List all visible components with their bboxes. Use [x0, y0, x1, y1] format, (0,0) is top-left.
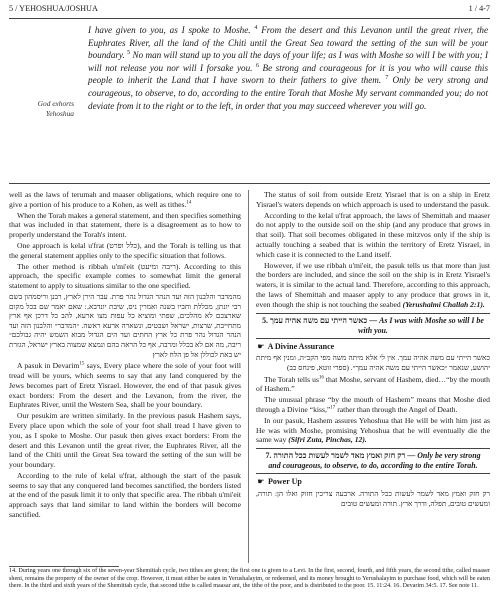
verse-number: 7: [385, 75, 389, 82]
section-title: [256, 342, 490, 352]
paragraph: [9, 361, 241, 410]
section-title: [256, 477, 490, 487]
verse-block-divider: [9, 183, 490, 184]
commentary-left-column: [9, 190, 241, 521]
side-label: God exhorts Yehoshua: [37, 99, 74, 118]
header-chapter-verse: 1 / 4-7: [468, 4, 490, 13]
hebrew-source-text: כאשר הייתי עם משה אהיה עמך. אין לי אלא מיתה משה מפי הקב״ה, ומנין אף מיתת יהושע, שנאמר ״כאשר הייתי עם משה אהיה עמך״. (ספרי זוטא, פינחס כב): [256, 353, 490, 372]
verse-translation: [88, 24, 488, 112]
pointing-hand-icon: ☛: [257, 477, 265, 487]
paragraph-text: The Torah tells us: [264, 374, 319, 384]
paragraph: [256, 395, 490, 415]
paragraph-text: In our pasuk, Hashem assures Yehoshua that He will be with him just as He was with Moshe, promising Yehoshua that he will eventually die the same way: [256, 415, 490, 445]
header-book-title: 5 / YEHOSHUA/JOSHUA: [9, 4, 98, 13]
verse-number: 4: [254, 24, 258, 31]
footnote-ref[interactable]: 14: [186, 200, 192, 206]
paragraph: [256, 261, 490, 310]
verse-7: Only be very strong and courageous, to observe, to do, according to the entire Torah that Moshe My servant commanded you; do not deviate from it to the right or to the left, in order that you may succeed wherever you will go.: [88, 75, 489, 111]
paragraph: [9, 190, 241, 210]
paragraph-text: A pasuk in Devarim: [17, 361, 80, 371]
verse-number: 6: [256, 62, 259, 69]
footnote-ref[interactable]: 15: [79, 361, 85, 367]
verse-heading-english: — As I was with Moshe so will I be with you.: [358, 315, 484, 335]
running-header: [9, 4, 490, 18]
footnote-divider: [9, 566, 119, 567]
verse-4: From the desert and this Levanon until the great river, the Euphrates River, all the land of the Chiti until the Great Sea toward the setting of the sun will be your boundary.: [88, 25, 489, 61]
verse-6: Be strong and courageous for it is you who will cause this people to inherit the Land that I have sworn to their fathers to give them.: [88, 62, 489, 86]
paragraph: The status of soil from outside Eretz Yisrael that is on a ship in Eretz Yisrael's waters depends on which approach is used to understand the pasuk.: [256, 190, 490, 209]
verse-heading-5: [256, 313, 490, 339]
paragraph-text: The unusual phrase “by the mouth of Hashem” means that Moshe died through a Divine “kiss,”: [256, 395, 490, 414]
paragraph: The other method is ribbah u'mi'eit (ריבה ומיעט). According to this approach, the specific example comes to somewhat limit the general statement to apply to situations similar to the one specified.: [9, 261, 241, 291]
paragraph: According to the kelal u'frat approach, the laws of Shemittah and maaser do not apply to the outside soil on the ship (and any produce that grows in that soil). That soil becomes obligated in these mitzvos only if the ship is actually touching a seabed that is within the territory of Eretz Yisrael, in which case it is connected to the Land itself.: [256, 210, 490, 259]
verse-heading-number: 7.: [265, 451, 272, 461]
footnotes: 14. During years one through six of the seven-year Shemittah cycle, two tithes are given; the first one is given to a Levi. In the first, second, fourth, and fifth years, the second tithe, called maaser sheni, remains the property of the owner of the crop. However, it must either be eaten in Yerushalayim, or redeemed, and its money brought to Yerushalayim to purchase food, which will be eaten there. In the third and sixth years of the Shemittah cycle, that second tithe is called maasar ani, the tithe of the poor, and is distributed to the poor. 15. 11:24. 16. Devarim 34:5. 17. See note 11.: [9, 568, 490, 590]
paragraph-text: says, Every place where the sole of your foot will tread will be yours, which seems to say that any land conquered by the Jews becomes part of Eretz Yisrael. However, the end of that pasuk gives exact borders: From the desert and the Levanon, from the river, the Euphrates River, until the Western Sea, shall be your boundary.: [9, 361, 241, 410]
commentary-right-column: [256, 190, 490, 510]
verse-3-tail: I have given to you, as I spoke to Moshe.: [88, 25, 251, 35]
header-divider: [9, 18, 490, 19]
footnote-ref[interactable]: 16: [318, 375, 324, 380]
verse-heading-hebrew: כאשר הייתי עם משה אהיה עמך: [270, 315, 368, 325]
paragraph: According to the rule of kelal u'frat, although the start of the pasuk seems to say that any conquered land becomes sanctified, the borders listed at the end of the pasuk limit it to only that specific area. The ribbah u'mi'eit approach says that land similar to land within the borders will become sanctified.: [9, 470, 241, 520]
column-divider: [248, 190, 249, 563]
verse-heading-7: [256, 448, 490, 474]
paragraph: [256, 375, 490, 395]
paragraph: When the Torah makes a general statement, and then specifies something that was included in that statement, there is a disagreement as to how to properly understand the Torah's intent.: [9, 210, 241, 240]
section-title-text: A Divine Assurance: [267, 341, 335, 351]
verse-heading-english: — Only be very strong and courageous, to observe, to do, according to the entire Torah.: [268, 451, 481, 471]
paragraph-text: rather than through the Angel of Death.: [337, 404, 458, 414]
paragraph-text: However, if we use ribbah u'mi'eit, the pasuk tells us that more than just the borders are included, and since the soil on the ship is in Eretz Yisrael's waters, it is similar to the actual land. Therefore, according to this approach, the laws of Shemittah and maaser apply to any produce that grows in it, even though the ship is not touching the seabed: [256, 260, 490, 309]
hebrew-source-text: מהמדבר והלבנון הזה ועד הנהר הגדול נהר פרת. עבר הירן לארץ, רבנן וריסמהון בשם רבי יונתן, מכללת וחביו בשנה ואמרין ניס, שיבת יונדבא, ׃ שאם יאמר שם בכל מקום שארצכם לא מהלכים, שפתי ומוציא כל עפות מצו ארעא, להב כל דרכן אף ארץ מתחייבת, שרצות, ישראל ושבטים, ונשארה ארעא ראשה. ״המדבר״ והלבנון הזה ועד הנהר הגדול נהר פרת כל ארץ החתים ועד הים הגדול מבוא השמש יהיה גבולכם״ ריבה, מה אם לא בכלל ומרבה, אף כל הראה בהם ונמצא שמצוה בארץ ישראל, הגזרת יש באת לכוללן אל פן הלח לארץ: [9, 291, 241, 359]
footnote-ref[interactable]: 17: [330, 405, 336, 411]
verse-heading-number: 5.: [262, 315, 269, 325]
citation: (Yerushalmi Challah 2:1).: [402, 299, 485, 309]
paragraph-text: well as the laws of terumah and maaser obligations, which require one to give a portion of his produce to a Kohen, as well as tithes.: [9, 190, 241, 209]
paragraph: Our pesukim are written similarly. In the previous pasuk Hashem says, Every place upon which the sole of your foot shall tread I have given to you, as I spoke to Moshe. Our pasuk then gives exact borders: From the desert and this Levanon until the great river, the Euphrates River, all the land of the Chiti until the Great Sea toward the setting of the sun will be your boundary.: [9, 411, 241, 470]
section-title-text: Power Up: [268, 477, 302, 487]
verse-number: 5: [127, 50, 131, 57]
paragraph: [256, 416, 490, 445]
pointing-hand-icon: ☛: [257, 341, 265, 351]
verse-heading-hebrew: רק חזק ואמץ מאד לשמר לעשות ככל התורה: [273, 451, 406, 461]
hebrew-source-text: רק חזק ואמץ מאד לשמר לעשות ככל התורה. ארבעה צריכין חזוק ואלו הן: תורה, ומעשים טובים, תפלה, ודרך ארץ. תורה ומעשים טובים: [256, 488, 490, 508]
paragraph-text: that Moshe, servant of Hashem, died…“by the mouth of Hashem.”: [256, 374, 490, 394]
paragraph: One approach is kelal u'frat (כלל ופרט), and the Torah is telling us that the general statement applies only to the specific situation that follows.: [9, 240, 242, 260]
verse-5: No man will stand up to you all the days of your life; as I was with Moshe so will I be with you; I will not release you nor will I forsake you.: [88, 50, 489, 73]
citation: (Sifri Zuta, Pinchas, 12).: [288, 435, 367, 445]
